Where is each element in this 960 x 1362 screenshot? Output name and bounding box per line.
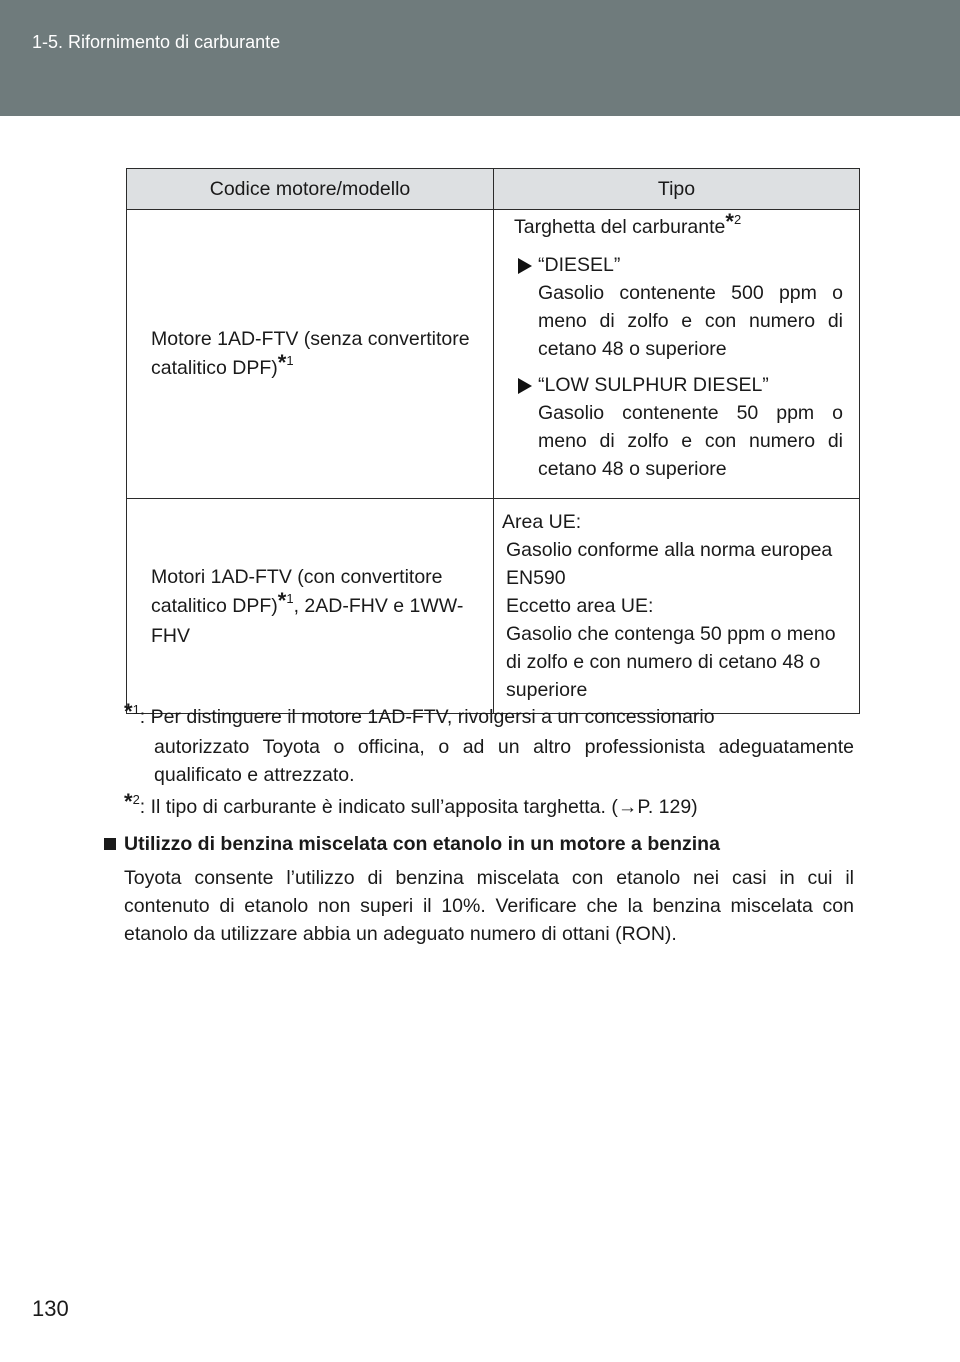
- fuel-label-title: Targhetta del carburante: [514, 216, 726, 238]
- engine-model-cell: [127, 499, 494, 714]
- area-eu-text: Gasolio conforme alla norma europea EN590: [506, 539, 833, 589]
- asterisk-icon: *: [124, 699, 133, 724]
- triangle-right-icon: [518, 378, 532, 394]
- asterisk-icon: *: [277, 349, 287, 375]
- fuel-option-label: “DIESEL”: [538, 254, 621, 276]
- fuel-spec-table: [126, 168, 860, 714]
- section-heading: [104, 830, 720, 858]
- section-heading-text: Utilizzo di benzina miscelata con etanolo in un motore a benzina: [124, 833, 720, 855]
- triangle-right-icon: [518, 258, 532, 274]
- area-eu-label: Area UE:: [502, 511, 582, 533]
- engine-model-cell: [127, 210, 494, 499]
- area-non-eu-label: Eccetto area UE:: [506, 595, 654, 617]
- footnote-1: [124, 699, 854, 789]
- fuel-option-desc: Gasolio contenente 50 ppm o meno di zolfo e con numero di cetano 48 o superiore: [538, 402, 843, 480]
- footnote-text-continued: autorizzato Toyota o officina, o ad un altro professionista adeguatamente qualificato e attrezzato.: [154, 736, 854, 786]
- page-number: 130: [32, 1296, 69, 1321]
- asterisk-icon: *: [725, 209, 734, 234]
- fuel-option-label: “LOW SULPHUR DIESEL”: [538, 374, 769, 396]
- square-bullet-icon: [104, 838, 116, 850]
- fuel-type-cell: [494, 210, 860, 499]
- footnote-ref: 1: [132, 702, 140, 717]
- footnote-text: : Per distinguere il motore 1AD-FTV, rivolgersi a un concessionario: [139, 706, 715, 728]
- engine-model-suffix: , 2AD-FHV e 1WW-FHV: [151, 594, 464, 647]
- fuel-type-cell: [494, 499, 860, 714]
- footnote-2: [124, 789, 854, 823]
- fuel-option-desc: Gasolio contenente 500 ppm o meno di zolfo e con numero di cetano 48 o superiore: [538, 282, 843, 360]
- table-row: [127, 499, 860, 714]
- asterisk-icon: *: [277, 587, 287, 613]
- header-band: [0, 0, 960, 116]
- column-header-type: Tipo: [494, 169, 860, 210]
- engine-model-text: Motori 1AD-FTV (con convertitore catalitico DPF): [151, 565, 443, 617]
- engine-model-text: Motore 1AD-FTV (senza convertitore catalitico DPF): [151, 327, 470, 379]
- footnote-ref: 1: [286, 352, 294, 368]
- footnote-ref: 2: [733, 212, 742, 227]
- section-body: Toyota consente l’utilizzo di benzina miscelata con etanolo nei casi in cui il contenuto di etanolo non superi il 10%. Verificare che la benzina miscelata con etanolo da utilizzare abbia un adeguato numero di ottani (RON).: [124, 867, 854, 945]
- footnote-ref: 1: [286, 590, 294, 606]
- column-header-engine-code: Codice motore/modello: [127, 169, 494, 210]
- footnote-ref: 2: [132, 792, 140, 807]
- footnote-text: : Il tipo di carburante è indicato sull’apposita targhetta. (→P. 129): [139, 796, 698, 818]
- table-row: [127, 210, 860, 499]
- fuel-option: [508, 371, 843, 483]
- section-title: 1-5. Rifornimento di carburante: [32, 32, 281, 52]
- fuel-option: [508, 251, 843, 363]
- area-non-eu-text: Gasolio che contenga 50 ppm o meno di zolfo e con numero di cetano 48 o superiore: [506, 623, 836, 701]
- asterisk-icon: *: [124, 789, 133, 814]
